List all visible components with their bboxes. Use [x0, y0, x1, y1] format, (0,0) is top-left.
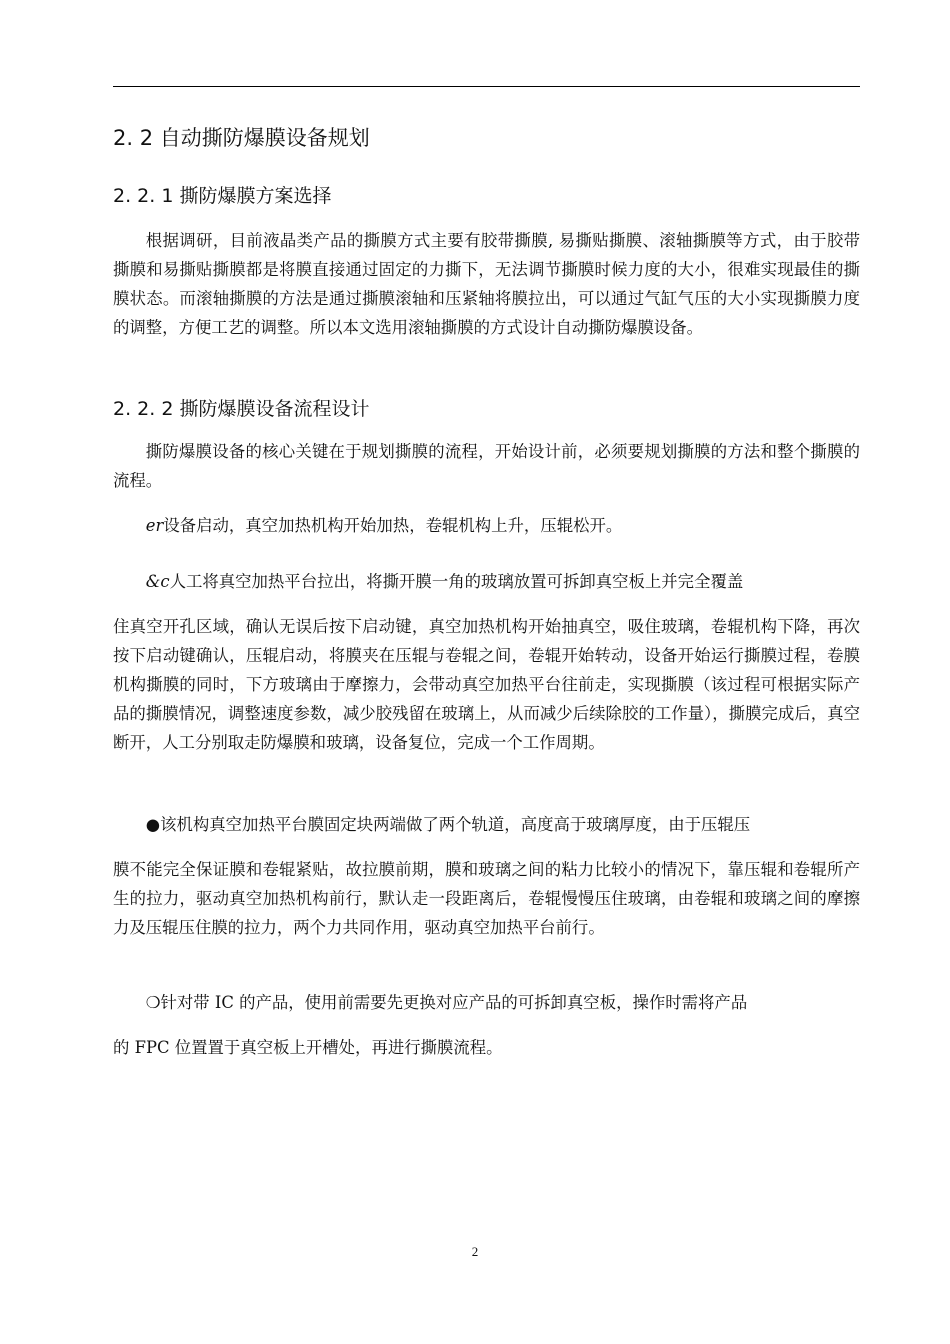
step-4-continuation: 的 FPC 位置置于真空板上开槽处，再进行撕膜流程。 [113, 1038, 503, 1057]
subsection-1-paragraph: 根据调研，目前液晶类产品的撕膜方式主要有胶带撕膜, 易撕贴撕膜、滚轴撕膜等方式，由于胶带撕膜和易撕贴撕膜都是将膜直接通过固定的力撕下，无法调节撕膜时候力度的大小，很难实现最佳的撕膜状态。而滚轴撕膜的方法是通过撕膜滚轴和压紧轴将膜拉出，可以通过气缸气压的大小实现撕膜力度的调整，方便工艺的调整。所以本文选用滚轴撕膜的方式设计自动撕防爆膜设备。 [113, 231, 860, 337]
step-1-text: 设备启动，真空加热机构开始加热，卷辊机构上升，压辊松开。 [163, 516, 623, 535]
step-1-marker: er [145, 516, 164, 535]
step-2-continuation: 住真空开孔区域，确认无误后按下启动键，真空加热机构开始抽真空，吸住玻璃，卷辊机构下降，再次按下启动键确认，压辊启动，将膜夹在压辊与卷辊之间，卷辊开始转动，设备开始运行撕膜过程，卷膜机构撕膜的同时，下方玻璃由于摩擦力，会带动真空加热平台往前走，实现撕膜（该过程可根据实际产品的撕膜情况，调整速度参数，减少胶残留在玻璃上，从而减少后续除胶的工作量），撕膜完成后，真空断开，人工分别取走防爆膜和玻璃，设备复位，完成一个工作周期。 [113, 617, 860, 752]
step-4-marker: ❍ [145, 993, 161, 1012]
step-2-marker: &c [145, 572, 170, 591]
subsection-2-paragraph: 撕防爆膜设备的核心关键在于规划撕膜的流程，开始设计前，必须要规划撕膜的方法和整个撕膜的流程。 [113, 442, 860, 490]
step-2 [113, 567, 860, 596]
subsection-heading-1: 2. 2. 1 撕防爆膜方案选择 [113, 185, 332, 207]
page-number: 2 [471, 1244, 479, 1259]
header-rule [113, 86, 860, 87]
step-2-first-line: 人工将真空加热平台拉出，将撕开膜一角的玻璃放置可拆卸真空板上并完全覆盖 [169, 572, 744, 591]
step-3 [113, 810, 860, 839]
section-heading: 2. 2 自动撕防爆膜设备规划 [113, 126, 370, 150]
step-4-first-line: 针对带 IC 的产品，使用前需要先更换对应产品的可拆卸真空板，操作时需将产品 [160, 993, 748, 1012]
step-3-marker: ● [145, 815, 161, 834]
step-4 [113, 988, 860, 1017]
step-3-continuation: 膜不能完全保证膜和卷辊紧贴，故拉膜前期，膜和玻璃之间的粘力比较小的情况下，靠压辊和卷辊所产生的拉力，驱动真空加热机构前行，默认走一段距离后，卷辊慢慢压住玻璃，由卷辊和玻璃之间的摩擦力及压辊压住膜的拉力，两个力共同作用，驱动真空加热平台前行。 [113, 860, 860, 937]
step-3-first-line: 该机构真空加热平台膜固定块两端做了两个轨道，高度高于玻璃厚度，由于压辊压 [160, 815, 751, 834]
subsection-heading-2: 2. 2. 2 撕防爆膜设备流程设计 [113, 398, 370, 420]
step-1 [113, 511, 860, 540]
